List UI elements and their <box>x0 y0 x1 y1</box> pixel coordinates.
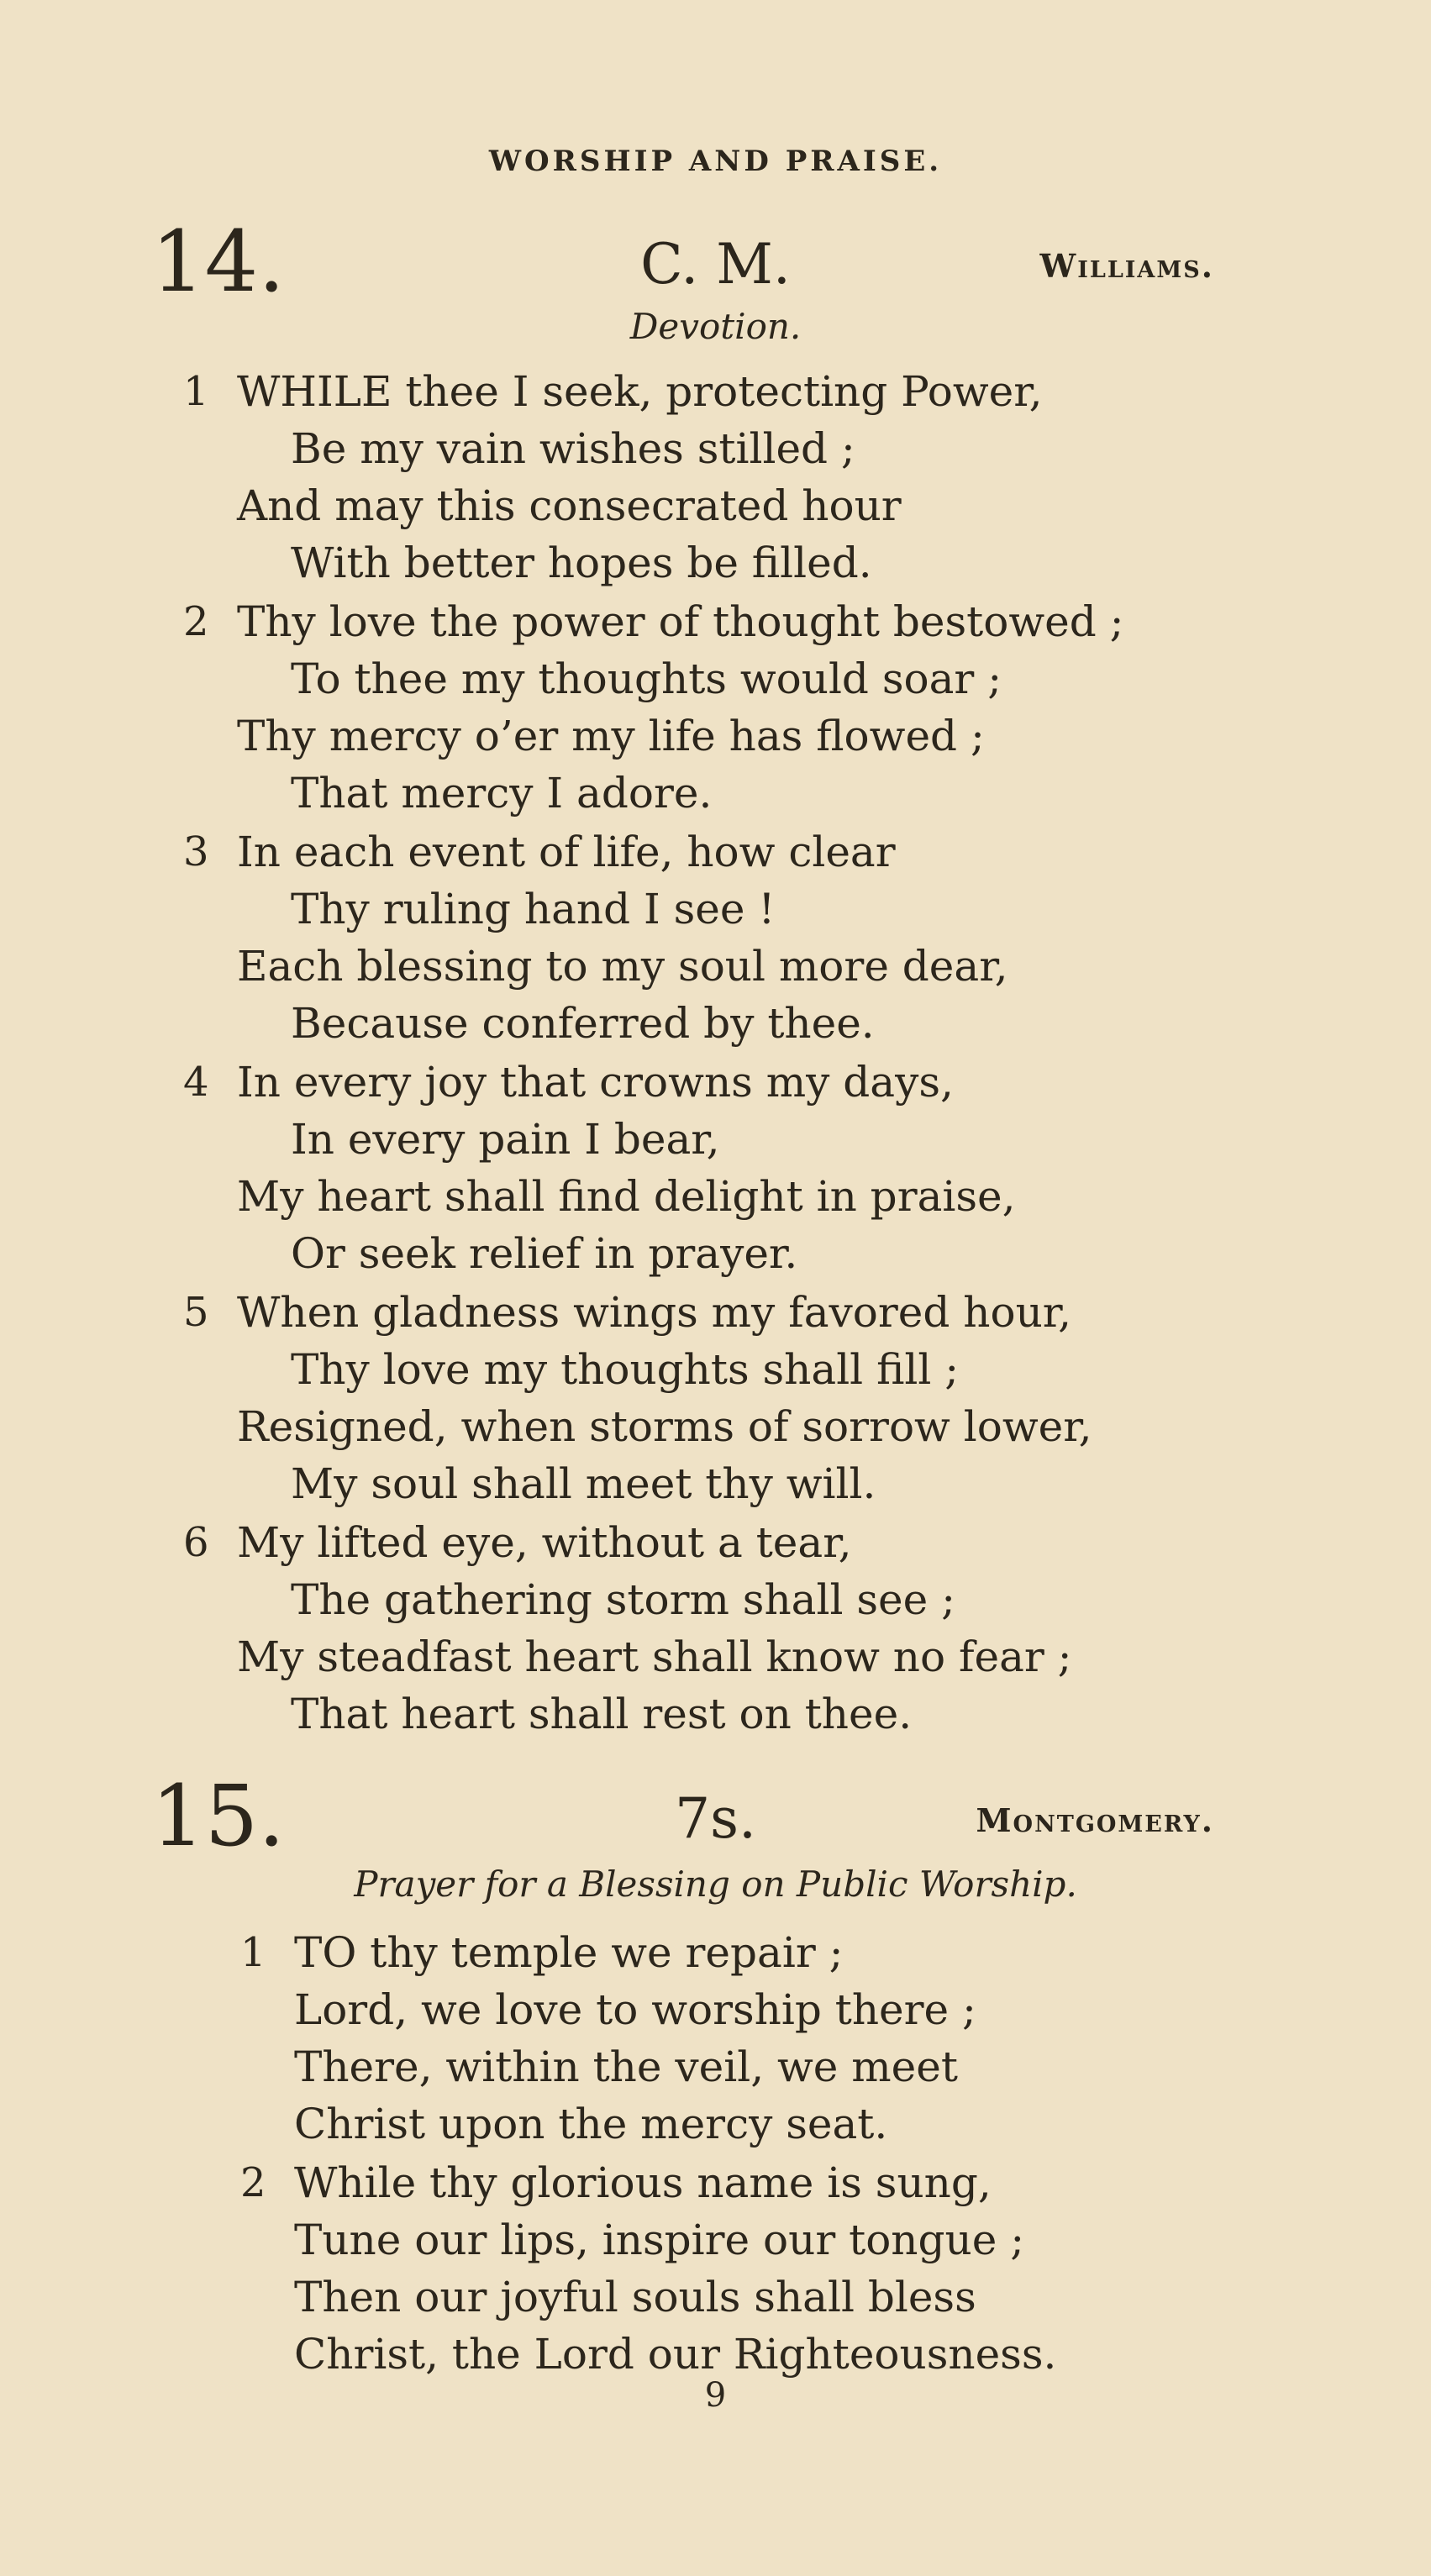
verse-line: Each blessing to my soul more dear, <box>237 942 1008 991</box>
verse-line: Christ upon the mercy seat. <box>294 2100 888 2148</box>
stanza-number: 5 <box>183 1289 209 1336</box>
stanza-line-row <box>0 534 1431 591</box>
stanza-line-row <box>0 1514 1431 1571</box>
verse-line: Because conferred by thee. <box>291 999 875 1048</box>
stanza-line-row <box>0 363 1431 420</box>
hymn-tune: Montgomery. <box>976 1801 1214 1839</box>
verse-line: WHILE thee I seek, protecting Power, <box>237 367 1043 416</box>
verse-line: Thy love my thoughts shall fill ; <box>291 1345 960 1394</box>
stanza-line-row <box>0 420 1431 477</box>
stanza-line-row <box>0 1981 1431 2038</box>
hymn-number: 14. <box>151 213 286 311</box>
stanza-line-row <box>0 593 1431 650</box>
stanza <box>0 593 1431 822</box>
stanza-line-row <box>0 2268 1431 2326</box>
stanza-number: 1 <box>240 1929 266 1976</box>
hymn-subtitle: Devotion. <box>629 306 802 347</box>
verse-line: Thy mercy o’er my life has flowed ; <box>237 712 985 760</box>
stanza-line-row <box>0 1054 1431 1111</box>
running-head: WORSHIP AND PRAISE. <box>488 145 943 178</box>
stanza-line-row <box>0 938 1431 995</box>
stanza-line-row <box>0 995 1431 1052</box>
verse-line: Christ, the Lord our Righteousness. <box>294 2330 1057 2379</box>
verse-line: That heart shall rest on thee. <box>291 1690 913 1738</box>
stanza-line-row <box>0 1225 1431 1282</box>
stanza-line-row <box>0 1685 1431 1743</box>
verse-line: To thee my thoughts would soar ; <box>291 655 1002 703</box>
hymn-meter: 7s. <box>675 1786 756 1851</box>
hymn-14-stanzas <box>0 363 1431 1743</box>
stanza <box>0 363 1431 591</box>
stanza-line-row <box>0 823 1431 881</box>
verse-line: Tune our lips, inspire our tongue ; <box>294 2216 1025 2264</box>
stanza-number: 2 <box>183 598 209 645</box>
stanza-line-row <box>0 1924 1431 1981</box>
stanza-line-row <box>0 1168 1431 1225</box>
stanza <box>0 1514 1431 1743</box>
stanza <box>0 1924 1431 2153</box>
hymn-tune: Williams. <box>1039 247 1214 285</box>
stanza-line-row <box>0 1284 1431 1341</box>
stanza <box>0 1284 1431 1512</box>
verse-line: With better hopes be filled. <box>291 539 872 587</box>
stanza-number: 6 <box>183 1519 209 1566</box>
stanza-number: 3 <box>183 828 209 875</box>
verse-line: Lord, we love to worship there ; <box>294 1985 976 2034</box>
verse-line: Resigned, when storms of sorrow lower, <box>237 1402 1092 1451</box>
stanza-number: 2 <box>240 2159 266 2206</box>
hymn-15-stanzas <box>0 1924 1431 2383</box>
verse-line: Thy ruling hand I see ! <box>291 885 776 933</box>
stanza-line-row <box>0 1341 1431 1398</box>
verse-line: My soul shall meet thy will. <box>291 1459 876 1508</box>
verse-line: Or seek relief in prayer. <box>291 1229 798 1278</box>
verse-line: That mercy I adore. <box>291 769 713 817</box>
stanza-line-row <box>0 1111 1431 1168</box>
stanza-line-row <box>0 2038 1431 2095</box>
verse-line: Thy love the power of thought bestowed ; <box>237 597 1124 646</box>
verse-line: The gathering storm shall see ; <box>291 1575 955 1624</box>
verse-line: Then our joyful souls shall bless <box>294 2273 976 2321</box>
stanza-line-row <box>0 765 1431 822</box>
hymn-subtitle: Prayer for a Blessing on Public Worship. <box>354 1864 1077 1905</box>
verse-line: Be my vain wishes stilled ; <box>291 424 855 473</box>
stanza-line-row <box>0 1628 1431 1685</box>
stanza <box>0 823 1431 1052</box>
stanza-line-row <box>0 1455 1431 1512</box>
verse-line: When gladness wings my favored hour, <box>237 1288 1072 1337</box>
stanza-line-row <box>0 477 1431 534</box>
stanza-line-row <box>0 707 1431 765</box>
stanza-line-row <box>0 2326 1431 2383</box>
stanza-line-row <box>0 881 1431 938</box>
verse-line: While thy glorious name is sung, <box>294 2158 992 2207</box>
stanza-number: 1 <box>183 368 209 415</box>
stanza <box>0 1054 1431 1282</box>
stanza-line-row <box>0 2095 1431 2153</box>
stanza-line-row <box>0 1571 1431 1628</box>
hymn-meter: C. M. <box>640 232 791 297</box>
hymn-14-heading <box>0 213 1431 313</box>
verse-line: And may this consecrated hour <box>237 481 902 530</box>
verse-line: My steadfast heart shall know no fear ; <box>237 1632 1072 1681</box>
verse-line: There, within the veil, we meet <box>294 2042 958 2091</box>
verse-line: My lifted eye, without a tear, <box>237 1518 852 1567</box>
stanza-number: 4 <box>183 1059 209 1106</box>
stanza-line-row <box>0 2154 1431 2211</box>
verse-line: In every pain I bear, <box>291 1115 720 1164</box>
verse-line: In each event of life, how clear <box>237 828 896 876</box>
verse-line: In every joy that crowns my days, <box>237 1058 954 1107</box>
verse-line: My heart shall find delight in praise, <box>237 1172 1016 1221</box>
stanza-line-row <box>0 1398 1431 1455</box>
verse-line: TO thy temple we repair ; <box>294 1928 844 1977</box>
hymn-number: 15. <box>151 1767 286 1865</box>
hymn-15-heading <box>0 1767 1431 1867</box>
stanza <box>0 2154 1431 2383</box>
stanza-line-row <box>0 2211 1431 2268</box>
stanza-line-row <box>0 650 1431 707</box>
page-number: 9 <box>704 2376 727 2415</box>
